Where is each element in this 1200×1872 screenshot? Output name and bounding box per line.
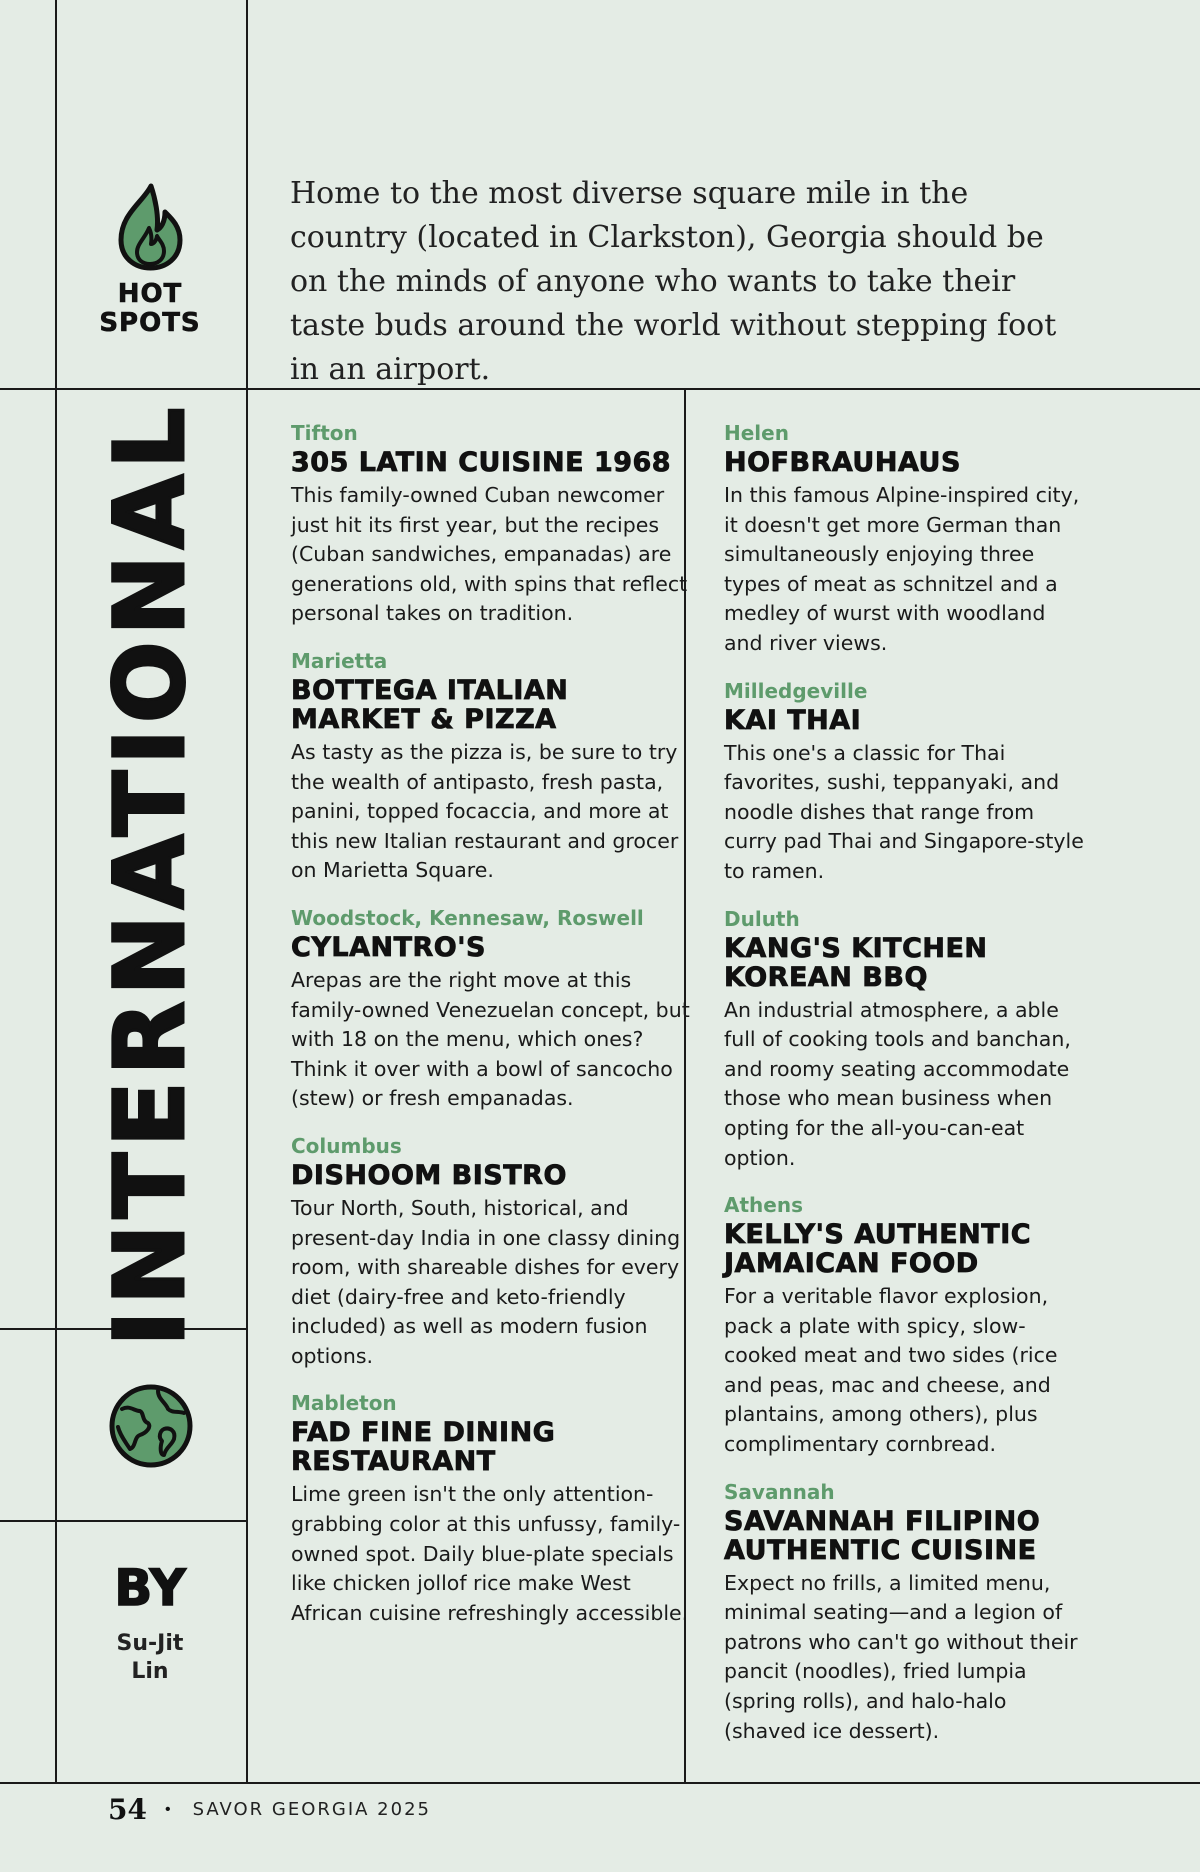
entry-city: Duluth (724, 906, 800, 931)
restaurant-entry (291, 420, 691, 629)
entry-description: In this famous Alpine-inspired city, it doesn't get more German than simultaneously enjoying three types of meat as schnitzel and a medley of wurst with woodland and river views. (724, 483, 1080, 655)
rule-vertical-sidebar (246, 0, 248, 1784)
rule-vertical-left (55, 0, 57, 1784)
entry-city: Helen (724, 421, 789, 445)
entry-city: Savannah (724, 1479, 835, 1504)
restaurant-entry (724, 1479, 1084, 1747)
restaurant-entry (724, 906, 1084, 1174)
entry-name: SAVANNAH FILIPINO AUTHENTIC CUISINE (724, 1505, 1041, 1566)
footer-bullet: • (164, 1800, 171, 1818)
entry-description: Lime green isn't the only attention-grabbing color at this unfussy, family-owned spot. Daily blue-plate specials like chicken jollof rice make West African cuisine refreshingly accessible. (291, 1482, 689, 1625)
restaurant-entry (291, 905, 691, 1114)
restaurant-entry (724, 1192, 1084, 1460)
entry-city: Woodstock, Kennesaw, Roswell (291, 905, 644, 930)
entry-name: BOTTEGA ITALIAN MARKET & PIZZA (291, 674, 569, 735)
entry-city: Milledgeville (724, 678, 868, 703)
entry-city: Mableton (291, 1391, 397, 1416)
entry-name: FAD FINE DINING RESTAURANT (291, 1417, 556, 1478)
entry-city: Marietta (291, 648, 388, 673)
entry-city: Columbus (291, 1133, 402, 1158)
right-column (724, 420, 1084, 1765)
entry-name: DISHOOM BISTRO (291, 1159, 567, 1191)
author-line2: Lin (131, 1659, 169, 1684)
entry-description: For a veritable flavor explosion, pack a plate with spicy, slow-cooked meat and two sides (rice and peas, mac and cheese, and plantains, among others), plus complimentary cornbread. (724, 1284, 1058, 1457)
restaurant-entry (291, 1390, 691, 1628)
restaurant-entry (291, 648, 691, 886)
intro-paragraph: Home to the most diverse square mile in the country (located in Clarkston), Georgia should be on the minds of anyone who wants to take their taste buds around the world without stepping foot in an airport. (290, 176, 1057, 387)
entry-description: Arepas are the right move at this family-owned Venezuelan concept, but with 18 on the menu, which ones? Think it over with a bowl of sancocho (stew) or fresh empanadas. (291, 967, 690, 1111)
rule-horizontal-bottom (0, 1782, 1200, 1784)
entry-city: Tifton (291, 421, 358, 445)
left-column (291, 420, 691, 1647)
rule-horizontal-globe-bottom (0, 1520, 248, 1522)
hot-spots-line2: SPOTS (99, 308, 201, 338)
by-label: BY (114, 1559, 186, 1617)
author-line1: Su-Jit (116, 1631, 184, 1656)
entry-city: Athens (724, 1193, 803, 1218)
entry-name: KANG'S KITCHEN KOREAN BBQ (724, 932, 988, 993)
entry-description: Tour North, South, historical, and present-day India in one classy dining room, with shareable dishes for every diet (dairy-free and keto-friendly included) as well as modern fusion options. (291, 1195, 681, 1368)
author-name (60, 1630, 240, 1686)
section-title: INTERNATIONAL (94, 401, 206, 1347)
publication-name: SAVOR GEORGIA 2025 (192, 1799, 431, 1820)
entry-name: 305 LATIN CUISINE 1968 (291, 447, 672, 478)
page-number: 54 (108, 1793, 147, 1826)
entry-name: CYLANTRO'S (291, 931, 486, 963)
restaurant-entry (724, 678, 1084, 887)
hot-spots-line1: HOT (117, 279, 183, 309)
restaurant-entry (291, 1133, 691, 1372)
entry-name: KAI THAI (724, 704, 862, 736)
page-footer (108, 1793, 431, 1826)
globe-icon (108, 1383, 194, 1469)
entry-description: This family-owned Cuban newcomer just hit its first year, but the recipes (Cuban sandwiches, empanadas) are generations old, with spins that reflect personal takes on tradition. (291, 483, 688, 626)
flame-icon (113, 182, 188, 272)
restaurant-entry (724, 420, 1084, 659)
entry-description: As tasty as the pizza is, be sure to try the wealth of antipasto, fresh pasta, panini, topped focaccia, and more at this new Italian restaurant and grocer on Marietta Square. (291, 739, 679, 883)
entry-name: KELLY'S AUTHENTIC JAMAICAN FOOD (724, 1219, 1032, 1280)
entry-name: HOFBRAUHAUS (724, 447, 961, 478)
entry-description: This one's a classic for Thai favorites, sushi, teppanyaki, and noodle dishes that range from curry pad Thai and Singapore-style to ramen. (724, 740, 1084, 883)
entry-description: Expect no frills, a limited menu, minimal seating—and a legion of patrons who can't go without their pancit (noodles), fried lumpia (spring rolls), and halo-halo (shaved ice dessert). (724, 1570, 1078, 1743)
hot-spots-label (60, 280, 240, 338)
entry-description: An industrial atmosphere, a able full of cooking tools and banchan, and roomy seating accommodate those who mean business when opting for the all-you-can-eat option. (724, 997, 1071, 1170)
